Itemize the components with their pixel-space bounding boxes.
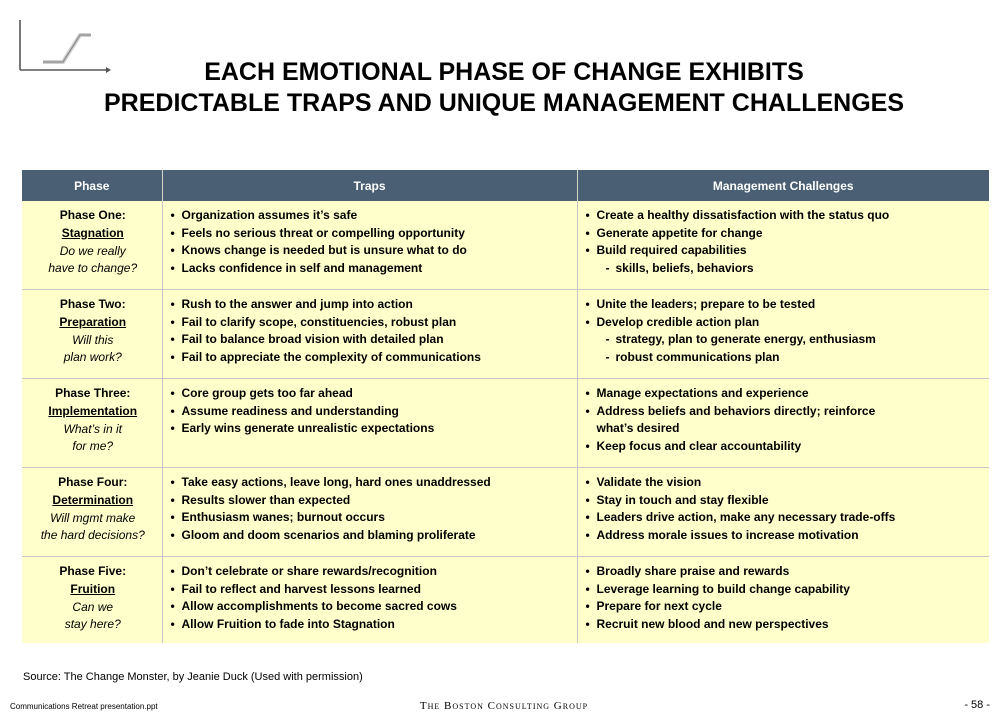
- bullet-icon: •: [170, 581, 175, 596]
- list-item: [171, 581, 571, 599]
- header-traps: Traps: [162, 170, 577, 201]
- phase-question-line: Do we really: [59, 244, 126, 258]
- challenge-text: Develop credible action plan: [596, 314, 760, 329]
- phase-stage: Determination: [52, 492, 134, 507]
- list-item: [586, 492, 984, 510]
- dash-icon: -: [605, 260, 610, 275]
- list-item: [586, 581, 984, 599]
- trap-text: Allow accomplishments to become sacred cows: [181, 599, 457, 613]
- challenge-text: Address beliefs and behaviors directly; reinforce: [596, 403, 876, 418]
- list-item: [586, 420, 984, 438]
- bullet-icon: •: [585, 475, 590, 489]
- bullet-icon: •: [170, 332, 175, 346]
- phase-question-line: for me?: [72, 439, 114, 453]
- title-line-2: PREDICTABLE TRAPS AND UNIQUE MANAGEMENT CHALLENGES: [103, 89, 904, 117]
- traps-cell: [162, 379, 577, 468]
- bullet-icon: •: [585, 297, 590, 311]
- phase-cell: [22, 468, 162, 557]
- dash-icon: -: [605, 349, 610, 364]
- bullet-icon: •: [585, 208, 590, 222]
- bullet-icon: •: [585, 225, 590, 240]
- bullet-icon: •: [170, 564, 175, 578]
- table-row: [22, 201, 989, 290]
- bullet-icon: •: [585, 527, 590, 542]
- list-item: [586, 403, 984, 421]
- phase-stage: Preparation: [59, 314, 127, 329]
- traps-list: [171, 563, 571, 633]
- challenge-text: Recruit new blood and new perspectives: [596, 616, 829, 631]
- phase-question-line: stay here?: [64, 617, 121, 631]
- phase-cell: [22, 557, 162, 644]
- list-item: [171, 492, 571, 510]
- list-item: [171, 403, 571, 421]
- trap-text: Don’t celebrate or share rewards/recognition: [181, 564, 437, 578]
- bullet-icon: •: [170, 492, 175, 507]
- bullet-icon: •: [170, 314, 175, 329]
- trap-text: Rush to the answer and jump into action: [181, 297, 413, 311]
- page-number: - 58 -: [964, 699, 990, 711]
- list-item: [586, 509, 984, 527]
- bullet-icon: •: [170, 510, 175, 524]
- trap-text: Core group gets too far ahead: [181, 386, 353, 400]
- phase-stage: Fruition: [70, 581, 116, 596]
- bullet-icon: •: [170, 349, 175, 364]
- trap-text: Fail to clarify scope, constituencies, robust plan: [181, 314, 457, 329]
- list-item: [171, 420, 571, 438]
- challenge-text: Prepare for next cycle: [596, 599, 722, 613]
- list-item: [586, 563, 984, 581]
- trap-text: Knows change is needed but is unsure what to do: [181, 243, 467, 257]
- challenge-text: what’s desired: [596, 421, 680, 435]
- list-item: [171, 225, 571, 243]
- challenges-list: [586, 474, 984, 544]
- header-management-challenges: Management Challenges: [577, 170, 989, 201]
- challenges-list: [586, 563, 984, 633]
- bullet-icon: •: [170, 475, 175, 489]
- bullet-icon: •: [170, 421, 175, 435]
- table-row: [22, 290, 989, 379]
- trap-text: Organization assumes it’s safe: [181, 208, 358, 222]
- trap-text: Gloom and doom scenarios and blaming proliferate: [181, 527, 476, 542]
- phase-question-line: Will mgmt make: [50, 511, 136, 525]
- list-item: [586, 242, 984, 260]
- traps-list: [171, 474, 571, 544]
- table-row: [22, 379, 989, 468]
- trap-text: Assume readiness and understanding: [181, 403, 399, 418]
- bullet-icon: •: [170, 599, 175, 613]
- bullet-icon: •: [585, 492, 590, 507]
- list-item: [586, 225, 984, 243]
- challenge-text: Leaders drive action, make any necessary trade-offs: [596, 510, 896, 524]
- bullet-icon: •: [585, 438, 590, 453]
- traps-cell: [162, 290, 577, 379]
- phase-question-line: Can we: [72, 600, 114, 614]
- challenge-text: Generate appetite for change: [596, 225, 763, 240]
- phase-question-line: have to change?: [48, 261, 138, 275]
- list-item: [171, 527, 571, 545]
- trap-text: Results slower than expected: [181, 492, 351, 507]
- list-item: [171, 242, 571, 260]
- phase-question-line: the hard decisions?: [40, 528, 145, 542]
- bullet-icon: •: [585, 581, 590, 596]
- phase-cell: [22, 201, 162, 290]
- footer-company: The Boston Consulting Group: [419, 700, 589, 712]
- list-item: [586, 474, 984, 492]
- phase-question: [30, 510, 156, 544]
- bullet-icon: •: [585, 314, 590, 329]
- traps-list: [171, 385, 571, 438]
- phase-question-line: What’s in it: [63, 422, 122, 436]
- trap-text: Lacks confidence in self and management: [181, 260, 423, 275]
- phase-question-line: Will this: [72, 333, 114, 347]
- challenge-text: Address morale issues to increase motivation: [596, 527, 859, 542]
- list-item: [171, 616, 571, 634]
- bullet-icon: •: [585, 599, 590, 613]
- bullet-icon: •: [585, 510, 590, 524]
- traps-cell: [162, 557, 577, 644]
- bullet-icon: •: [170, 243, 175, 257]
- phase-name: Phase Five:: [59, 564, 127, 578]
- trap-text: Fail to appreciate the complexity of communications: [181, 349, 481, 364]
- trap-text: Fail to balance broad vision with detailed plan: [181, 332, 444, 346]
- phase-name: Phase Four:: [58, 475, 128, 489]
- trap-text: Enthusiasm wanes; burnout occurs: [181, 510, 385, 524]
- list-item: [586, 598, 984, 616]
- list-item: [586, 616, 984, 634]
- bullet-icon: •: [170, 225, 175, 240]
- challenges-cell: [577, 379, 989, 468]
- list-item: [586, 296, 984, 314]
- traps-cell: [162, 201, 577, 290]
- challenges-list: [586, 296, 984, 366]
- title-line-1: EACH EMOTIONAL PHASE OF CHANGE EXHIBITS: [204, 58, 804, 86]
- challenges-cell: [577, 201, 989, 290]
- challenge-text: Leverage learning to build change capability: [596, 581, 850, 596]
- phase-name: Phase One:: [59, 208, 126, 222]
- challenge-text: Create a healthy dissatisfaction with the status quo: [596, 208, 890, 222]
- challenges-list: [586, 385, 984, 455]
- page-title: [0, 57, 1008, 119]
- trap-text: Feels no serious threat or compelling opportunity: [181, 225, 465, 240]
- phase-question: [30, 599, 156, 633]
- bullet-icon: •: [170, 616, 175, 631]
- bullet-icon: •: [170, 403, 175, 418]
- challenge-text: Keep focus and clear accountability: [596, 438, 802, 453]
- list-item: [171, 331, 571, 349]
- phase-question: [30, 332, 156, 366]
- trap-text: Allow Fruition to fade into Stagnation: [181, 616, 395, 631]
- list-item: [171, 314, 571, 332]
- challenge-text: Manage expectations and experience: [596, 386, 809, 400]
- challenge-text: skills, beliefs, behaviors: [615, 260, 754, 275]
- list-item: [171, 260, 571, 278]
- challenge-text: Broadly share praise and rewards: [596, 564, 790, 578]
- bullet-icon: •: [585, 564, 590, 578]
- list-item: [171, 474, 571, 492]
- challenges-cell: [577, 557, 989, 644]
- phase-question-line: plan work?: [63, 350, 122, 364]
- phase-cell: [22, 290, 162, 379]
- challenge-text: Stay in touch and stay flexible: [596, 492, 769, 507]
- challenge-text: Build required capabilities: [596, 243, 747, 257]
- list-item: [171, 563, 571, 581]
- challenge-text: Unite the leaders; prepare to be tested: [596, 297, 816, 311]
- bullet-icon: •: [170, 208, 175, 222]
- bullet-icon: •: [585, 243, 590, 257]
- list-item: [171, 296, 571, 314]
- phase-name: Phase Three:: [55, 386, 131, 400]
- list-item: [586, 314, 984, 332]
- dash-icon: -: [605, 332, 610, 346]
- list-item: [171, 349, 571, 367]
- challenges-cell: [577, 468, 989, 557]
- bullet-icon: •: [170, 297, 175, 311]
- challenge-text: strategy, plan to generate energy, enthusiasm: [615, 332, 876, 346]
- list-item: [586, 349, 984, 367]
- list-item: [586, 438, 984, 456]
- list-item: [171, 509, 571, 527]
- challenge-text: Validate the vision: [596, 475, 702, 489]
- bullet-icon: •: [585, 403, 590, 418]
- list-item: [171, 598, 571, 616]
- bullet-icon: •: [170, 260, 175, 275]
- traps-list: [171, 296, 571, 366]
- bullet-icon: •: [170, 386, 175, 400]
- list-item: [586, 385, 984, 403]
- table-row: [22, 468, 989, 557]
- challenge-text: robust communications plan: [615, 349, 780, 364]
- bullet-icon: •: [585, 386, 590, 400]
- trap-text: Early wins generate unrealistic expectations: [181, 421, 435, 435]
- header-phase: Phase: [22, 170, 162, 201]
- phase-cell: [22, 379, 162, 468]
- phase-stage: Stagnation: [61, 225, 124, 240]
- list-item: [586, 527, 984, 545]
- traps-list: [171, 207, 571, 277]
- bullet-icon: •: [585, 616, 590, 631]
- phase-name: Phase Two:: [59, 297, 126, 311]
- list-item: [171, 207, 571, 225]
- list-item: [171, 385, 571, 403]
- phase-stage: Implementation: [48, 403, 138, 418]
- phase-table: [22, 170, 989, 643]
- phase-question: [30, 421, 156, 455]
- challenges-list: [586, 207, 984, 277]
- table-header-row: [22, 170, 989, 201]
- challenges-cell: [577, 290, 989, 379]
- bullet-icon: •: [170, 527, 175, 542]
- trap-text: Fail to reflect and harvest lessons learned: [181, 581, 421, 596]
- source-note: Source: The Change Monster, by Jeanie Duck (Used with permission): [23, 671, 363, 683]
- list-item: [586, 260, 984, 278]
- trap-text: Take easy actions, leave long, hard ones unaddressed: [181, 475, 491, 489]
- traps-cell: [162, 468, 577, 557]
- phase-question: [30, 243, 156, 277]
- table-row: [22, 557, 989, 644]
- footer-filename: Communications Retreat presentation.ppt: [10, 702, 158, 711]
- list-item: [586, 331, 984, 349]
- list-item: [586, 207, 984, 225]
